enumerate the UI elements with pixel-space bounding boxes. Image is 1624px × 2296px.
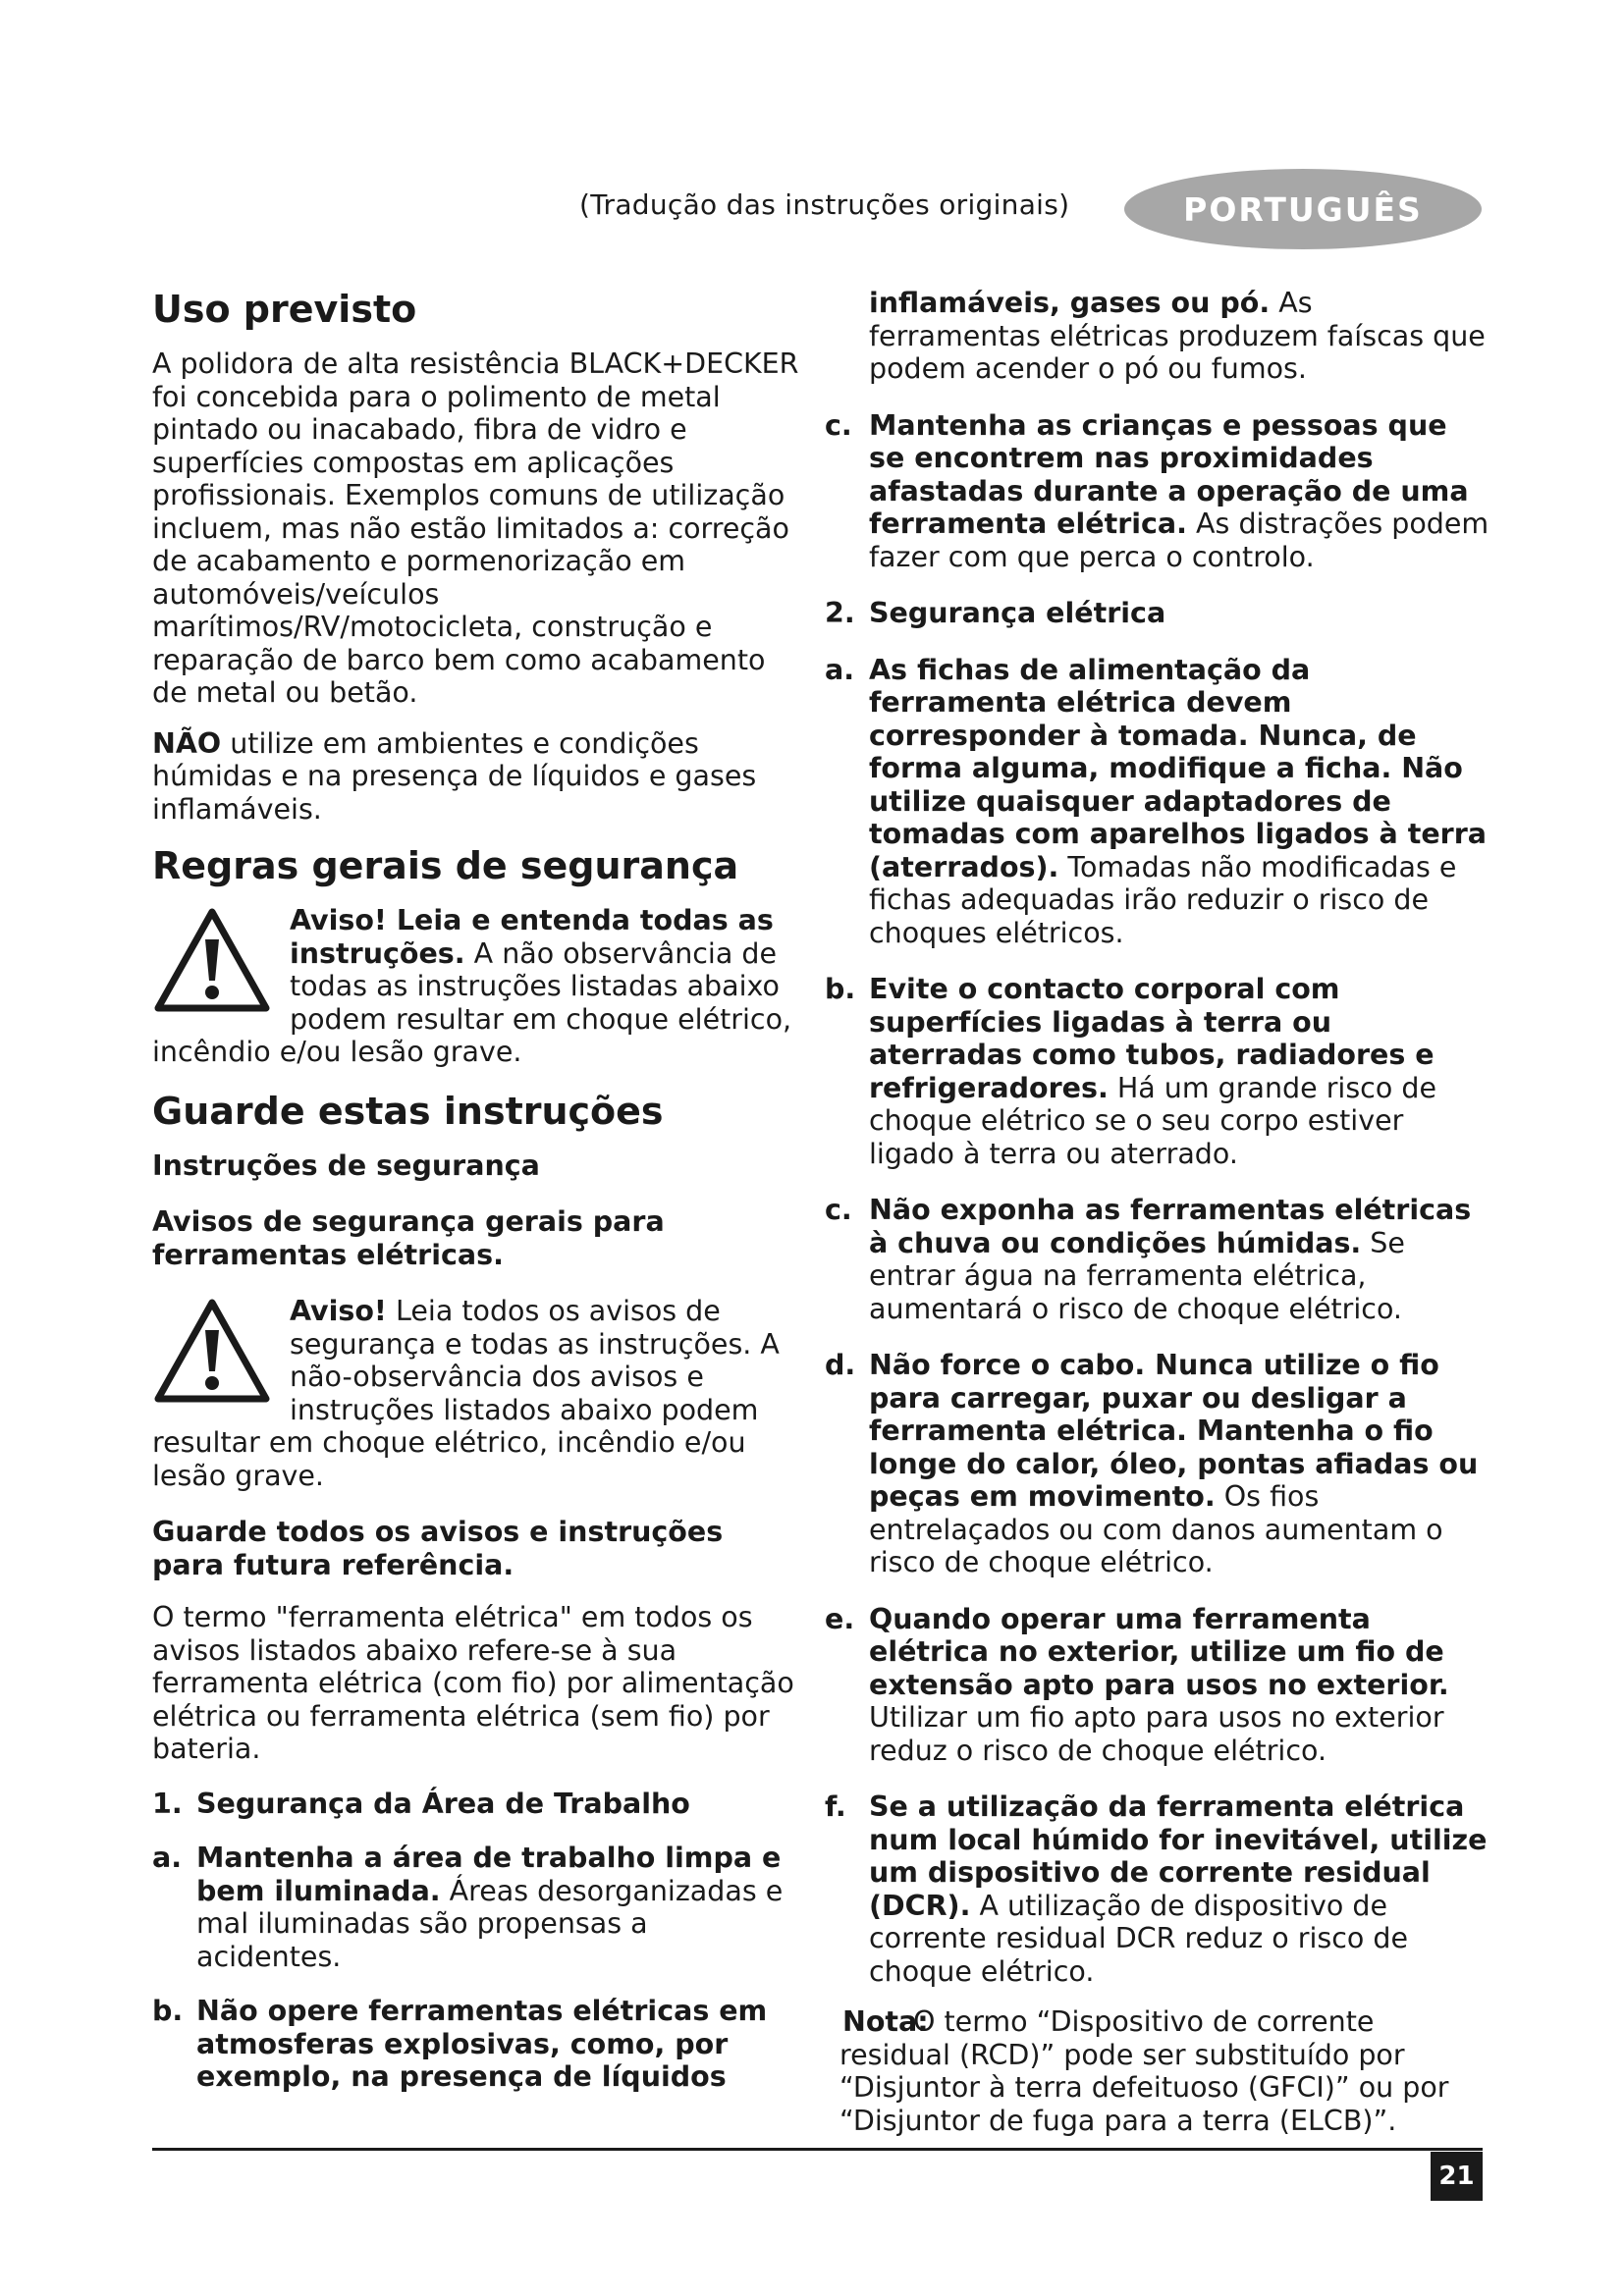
section-2-marker: 2. [825, 597, 855, 629]
nao-bold: NÃO [152, 726, 222, 760]
list-item-2e [825, 1603, 1490, 1768]
item-2e-marker: e. [825, 1602, 855, 1635]
list-item-2b [825, 973, 1490, 1170]
item-c-marker: c. [825, 408, 852, 442]
footer-rule [152, 2148, 1483, 2151]
termo-paragraph: O termo "ferramenta elétrica" em todos os avisos listados abaixo refere-se à sua ferramenta elétrica (com fio) por alimentação elétrica ou ferramenta elétrica (sem fio) por bateria. [152, 1601, 794, 1765]
section-2-heading [825, 597, 1490, 630]
section-2-title: Segurança elétrica [869, 597, 1166, 629]
item-b-bold: Não opere ferramentas elétricas em atmosferas explosivas, como, por exemplo, na presença de líquidos [196, 1995, 768, 2093]
item-2f-marker: f. [825, 1790, 846, 1823]
list-item-c [825, 409, 1490, 574]
item-2e-bold: Quando operar uma ferramenta elétrica no exterior, utilize um fio de extensão apto para usos no exterior. [869, 1602, 1449, 1701]
item-2a-text: Tomadas não modificadas e fichas adequadas irão reduzir o risco de choques elétricos. [869, 850, 1457, 949]
item-2f-bold: Se a utilização da ferramenta elétrica num local húmido for inevitável, utilize um dispositivo de corrente residual (DCR). [869, 1790, 1488, 1922]
list-item-b-continued [825, 287, 1490, 386]
item-2c-bold: Não exponha as ferramentas elétricas à chuva ou condições húmidas. [869, 1194, 1472, 1259]
item-c-bold: Mantenha as crianças e pessoas que se encontrem nas proximidades afastadas durante a operação de uma ferramenta elétrica. [869, 408, 1469, 540]
item-2a-bold: As fichas de alimentação da ferramenta elétrica devem corresponder à tomada. Nunca, de forma alguma, modifique a ficha. Não utilize quaisquer adaptadores de tomadas com aparelhos ligados à terra (aterrados). [869, 653, 1488, 883]
warning-triangle-icon [152, 906, 272, 1014]
list-item-a [152, 1842, 800, 1973]
warning-1-body: A não observância de todas as instruções listadas abaixo podem resultar em choque elétrico, incêndio e/ou lesão grave. [152, 936, 792, 1068]
list-item-2c [825, 1194, 1490, 1325]
page-number: 21 [1431, 2152, 1483, 2201]
section-1-heading [152, 1788, 800, 1821]
item-2d-bold: Não force o cabo. Nunca utilize o fio para carregar, puxar ou desligar a ferramenta elétrica. Mantenha o fio longe do calor, óleo, pontas afiadas ou peças em movimento. [869, 1349, 1479, 1513]
subtitle-guarde-todos: Guarde todos os avisos e instruções para futura referência. [152, 1516, 724, 1581]
nota-block [825, 2005, 1490, 2137]
item-2d-marker: d. [825, 1349, 856, 1381]
section-title-uso-previsto: Uso previsto [152, 288, 417, 331]
list-item-2f [825, 1790, 1490, 1988]
item-2d-text: Os fios entrelaçados ou com danos aumentam o risco de choque elétrico. [869, 1480, 1443, 1578]
warning-2-body: Leia todos os avisos de segurança e todas as instruções. A não-observância dos avisos e instruções listados abaixo podem resultar em choque elétrico, incêndio e/ou lesão grave. [152, 1295, 780, 1492]
item-a-bold: Mantenha a área de trabalho limpa e bem iluminada. [196, 1842, 782, 1907]
warning-2-bold: Aviso! [290, 1295, 387, 1327]
list-item-2d [825, 1349, 1490, 1579]
item-b-marker: b. [152, 1995, 184, 2027]
section-title-regras-gerais: Regras gerais de segurança [152, 844, 739, 887]
right-column [825, 287, 1490, 2137]
warning-block-2 [152, 1295, 800, 1492]
section-1-marker: 1. [152, 1787, 183, 1820]
item-a-text: Áreas desorganizadas e mal iluminadas são propensas a acidentes. [196, 1874, 784, 1973]
list-item-2a [825, 654, 1490, 950]
item-b-cont-bold: inflamáveis, gases ou pó. [869, 287, 1271, 319]
item-c-text: As distrações podem fazer com que perca o controlo. [869, 507, 1489, 573]
warning-triangle-icon [152, 1297, 272, 1405]
item-2b-marker: b. [825, 973, 856, 1005]
nao-text: utilize em ambientes e condições húmidas e na presença de líquidos e gases inflamáveis. [152, 726, 757, 826]
item-2b-bold: Evite o contacto corporal com superfícies ligadas à terra ou aterradas como tubos, radiadores e refrigeradores. [869, 973, 1435, 1104]
language-badge: PORTUGUÊS [1124, 169, 1482, 249]
subtitle-avisos-gerais: Avisos de segurança gerais para ferramentas elétricas. [152, 1205, 665, 1271]
item-2c-text: Se entrar água na ferramenta elétrica, aumentará o risco de choque elétrico. [869, 1226, 1405, 1325]
nota-text: O termo “Dispositivo de corrente residual (RCD)” pode ser substituído por “Disjuntor à terra defeituoso (GFCI)” ou por “Disjuntor de fuga para a terra (ELCB)”. [839, 2005, 1449, 2137]
section-1-title: Segurança da Área de Trabalho [196, 1787, 690, 1820]
list-item-b [152, 1995, 800, 2094]
nao-utilize-paragraph [152, 727, 800, 827]
subtitle-instrucoes-seguranca: Instruções de segurança [152, 1148, 540, 1182]
uso-previsto-text: A polidora de alta resistência BLACK+DECKER foi concebida para o polimento de metal pintado ou inacabado, fibra de vidro e superfícies compostas em aplicações profissionais. Exemplos comuns de utilização incluem, mas não estão limitados a: correção de acabamento e pormenorização em automóveis/veículos marítimos/RV/motocicleta, construção e reparação de barco bem como acabamento de metal ou betão. [152, 347, 799, 709]
warning-block-1 [152, 904, 800, 1069]
warning-1-bold: Aviso! Leia e entenda todas as instruções. [290, 904, 774, 970]
item-2b-text: Há um grande risco de choque elétrico se o seu corpo estiver ligado à terra ou aterrado. [869, 1071, 1436, 1170]
left-column [152, 287, 800, 2094]
nota-label: Nota: [842, 2005, 929, 2038]
item-b-cont-text: As ferramentas elétricas produzem faíscas que podem acender o pó ou fumos. [869, 287, 1486, 385]
item-2f-text: A utilização de dispositivo de corrente residual DCR reduz o risco de choque elétrico. [869, 1889, 1409, 1988]
item-2e-text: Utilizar um fio apto para usos no exterior reduz o risco de choque elétrico. [869, 1701, 1444, 1767]
item-2a-marker: a. [825, 653, 855, 686]
item-a-marker: a. [152, 1842, 183, 1874]
section-title-guarde-instrucoes: Guarde estas instruções [152, 1089, 664, 1133]
header-translation-note: (Tradução das instruções originais) [579, 188, 1070, 221]
item-2c-marker: c. [825, 1194, 852, 1226]
